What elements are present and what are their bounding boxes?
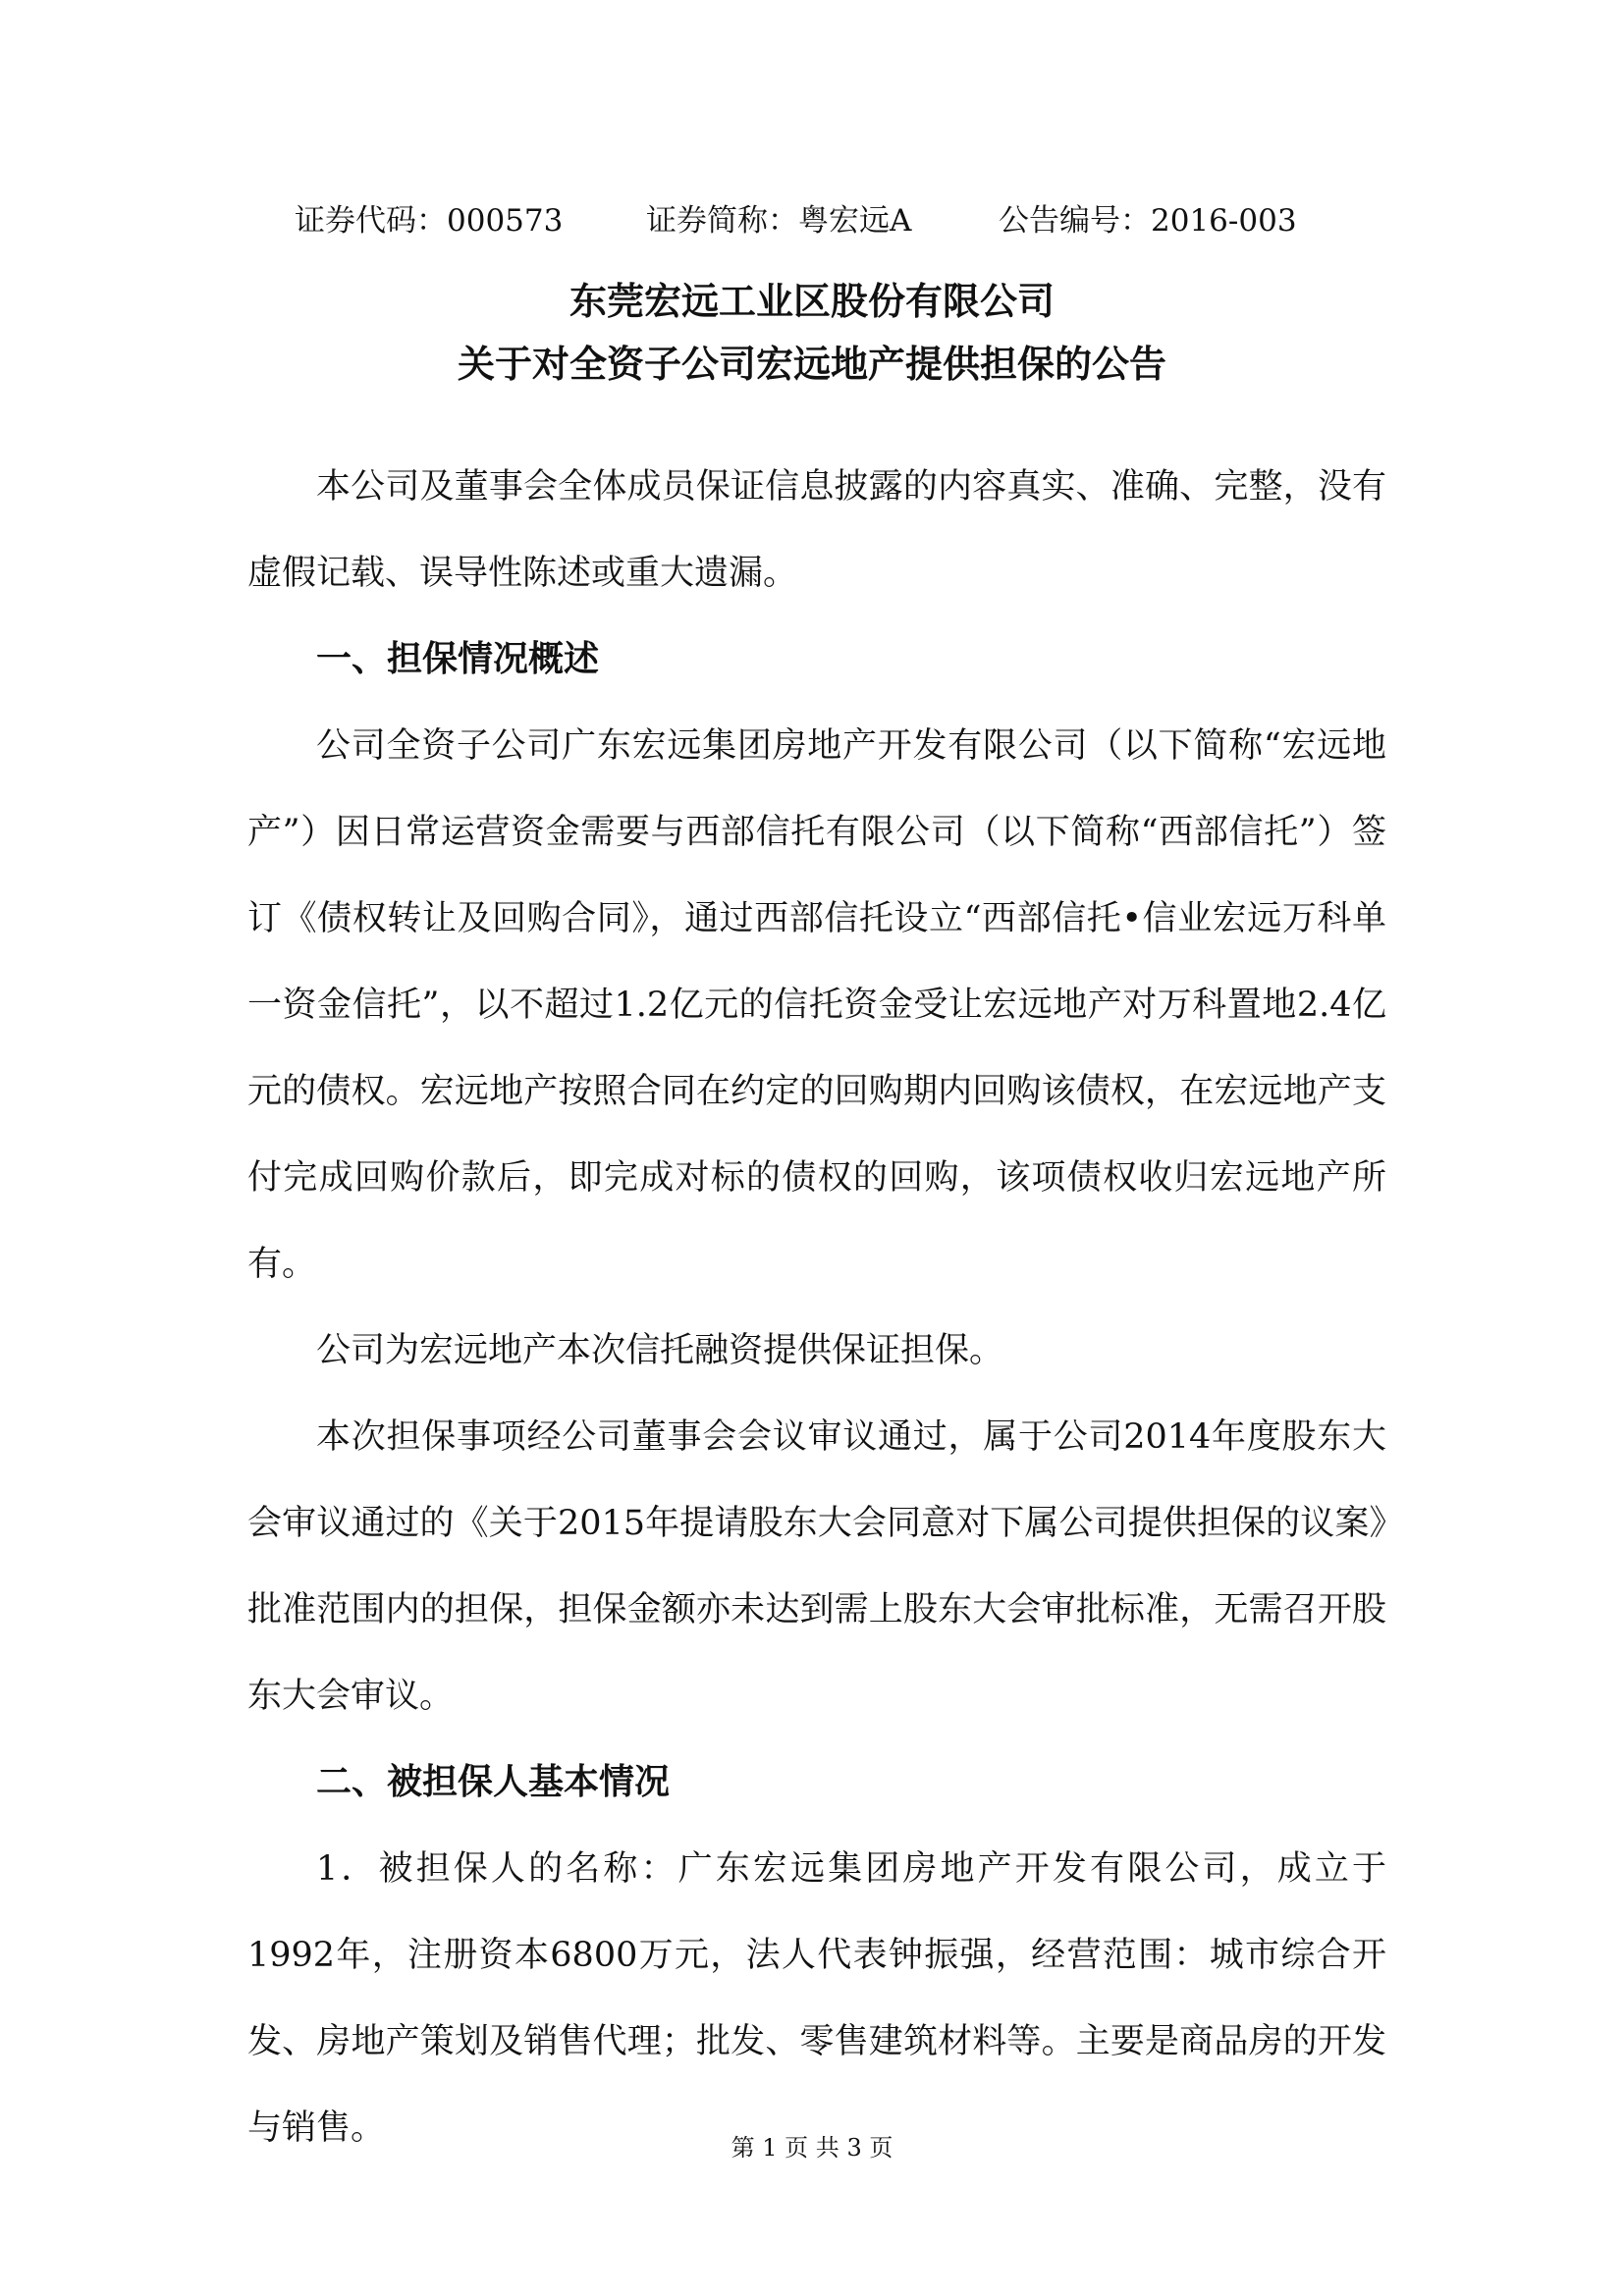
document-body [247,444,1386,2171]
disclosure-statement: 本公司及董事会全体成员保证信息披露的内容真实、准确、完整，没有虚假记载、误导性陈述或重大遗漏。 [247,467,1386,593]
company-title: 东莞宏远工业区股份有限公司 [568,280,1055,323]
paragraph-approval: 本次担保事项经公司董事会会议审议通过，属于公司2014年度股东大会审议通过的《关于2015年提请股东大会同意对下属公司提供担保的议案》批准范围内的担保，担保金额亦未达到需上股东大会审批标准，无需召开股东大会审议。 [247,1417,1386,1716]
security-abbreviation: 证券简称：粤宏远A [646,203,912,239]
paragraph-guaranteed-party-info: 1．被担保人的名称：广东宏远集团房地产开发有限公司，成立于1992年，注册资本6800万元，法人代表钟振强，经营范围：城市综合开发、房地产策划及销售代理；批发、零售建筑材料等。主要是商品房的开发与销售。 [247,1849,1386,2148]
section-heading-guaranteed-party: 二、被担保人基本情况 [316,1762,671,1802]
paragraph-guarantee-overview: 公司全资子公司广东宏远集团房地产开发有限公司（以下简称“宏远地产”）因日常运营资金需要与西部信托有限公司（以下简称“西部信托”）签订《债权转让及回购合同》，通过西部信托设立“西部信托•信业宏远万科单一资金信托”，以不超过1.2亿元的信托资金受让宏远地产对万科置地2.4亿元的债权。宏远地产按照合同在约定的回购期内回购该债权，在宏远地产支付完成回购价款后，即完成对标的债权的回购，该项债权收归宏远地产所有。 [247,726,1386,1284]
announcement-number: 公告编号：2016-003 [999,203,1297,239]
announcement-title: 关于对全资子公司宏远地产提供担保的公告 [457,343,1166,386]
announcement-header [0,196,1624,245]
paragraph-guarantee-provision: 公司为宏远地产本次信托融资提供保证担保。 [316,1331,1004,1370]
security-code: 证券代码：000573 [295,203,564,239]
section-heading-guarantee-overview: 一、担保情况概述 [316,639,600,679]
page-number: 第 1 页 共 3 页 [731,2134,893,2162]
